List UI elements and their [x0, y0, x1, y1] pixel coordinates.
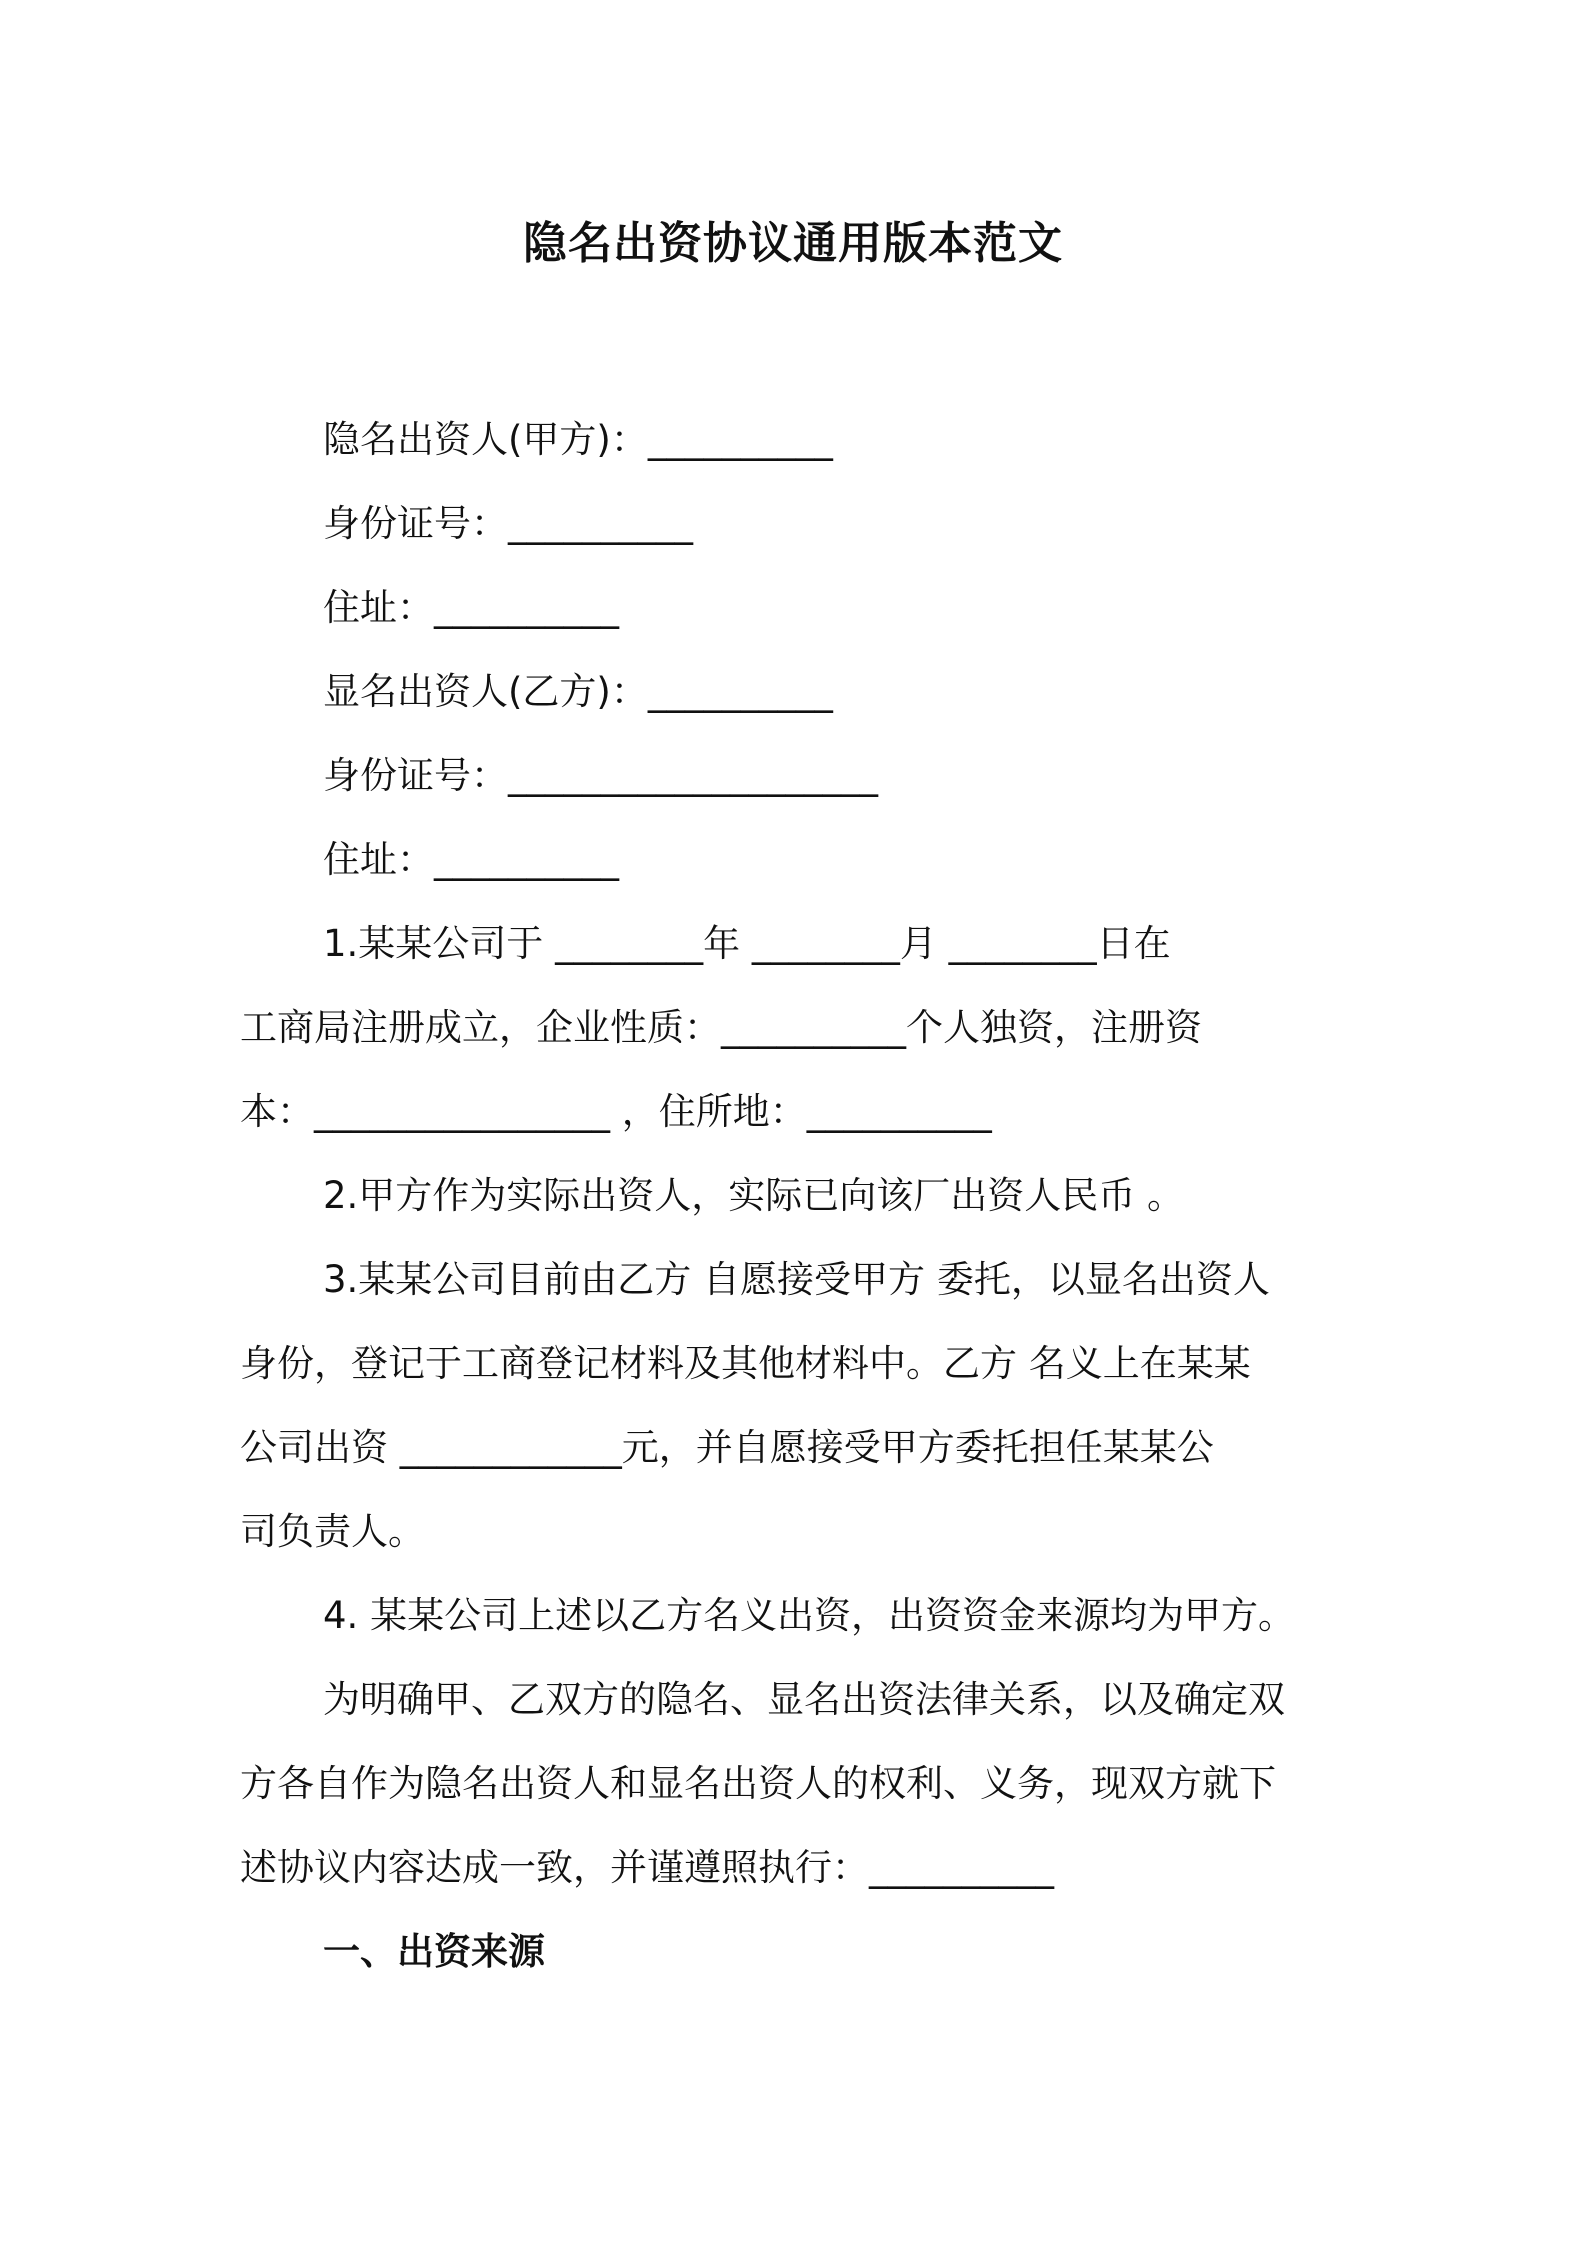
clause-3-line-3: 公司出资 ____________元，并自愿接受甲方委托担任某某公: [240, 1426, 1214, 1469]
party-a-id-line: 身份证号：__________: [323, 502, 693, 545]
clause-4-line-1: 4. 某某公司上述以乙方名义出资，出资资金来源均为甲方。: [323, 1594, 1296, 1637]
clause-1-line-2: 工商局注册成立，企业性质：__________个人独资，注册资: [240, 1006, 1202, 1049]
section-heading-funding-source: 一、出资来源: [323, 1930, 545, 1973]
clause-1-line-3: 本：________________ ，住所地：__________: [240, 1090, 992, 1133]
party-b-address-line: 住址：__________: [323, 838, 619, 881]
party-a-address-line: 住址：__________: [323, 586, 619, 629]
party-b-id-line: 身份证号：____________________: [323, 754, 878, 797]
clause-3-line-1: 3.某某公司目前由乙方 自愿接受甲方 委托，以显名出资人: [323, 1258, 1270, 1301]
document-title: 隐名出资协议通用版本范文: [523, 218, 1063, 269]
clause-3-line-4: 司负责人。: [240, 1510, 425, 1553]
clause-1-line-1: 1.某某公司于 ________年 ________月 ________日在: [323, 922, 1171, 965]
preamble-line-3: 述协议内容达成一致，并谨遵照执行：__________: [240, 1846, 1054, 1889]
preamble-line-2: 方各自作为隐名出资人和显名出资人的权利、义务，现双方就下: [240, 1762, 1276, 1805]
party-a-name-line: 隐名出资人(甲方)：__________: [323, 418, 833, 461]
party-b-name-line: 显名出资人(乙方)：__________: [323, 670, 833, 713]
clause-3-line-2: 身份，登记于工商登记材料及其他材料中。乙方 名义上在某某: [240, 1342, 1251, 1385]
preamble-line-1: 为明确甲、乙双方的隐名、显名出资法律关系，以及确定双: [323, 1678, 1285, 1721]
clause-2-line-1: 2.甲方作为实际出资人，实际已向该厂出资人民币 。: [323, 1174, 1185, 1217]
